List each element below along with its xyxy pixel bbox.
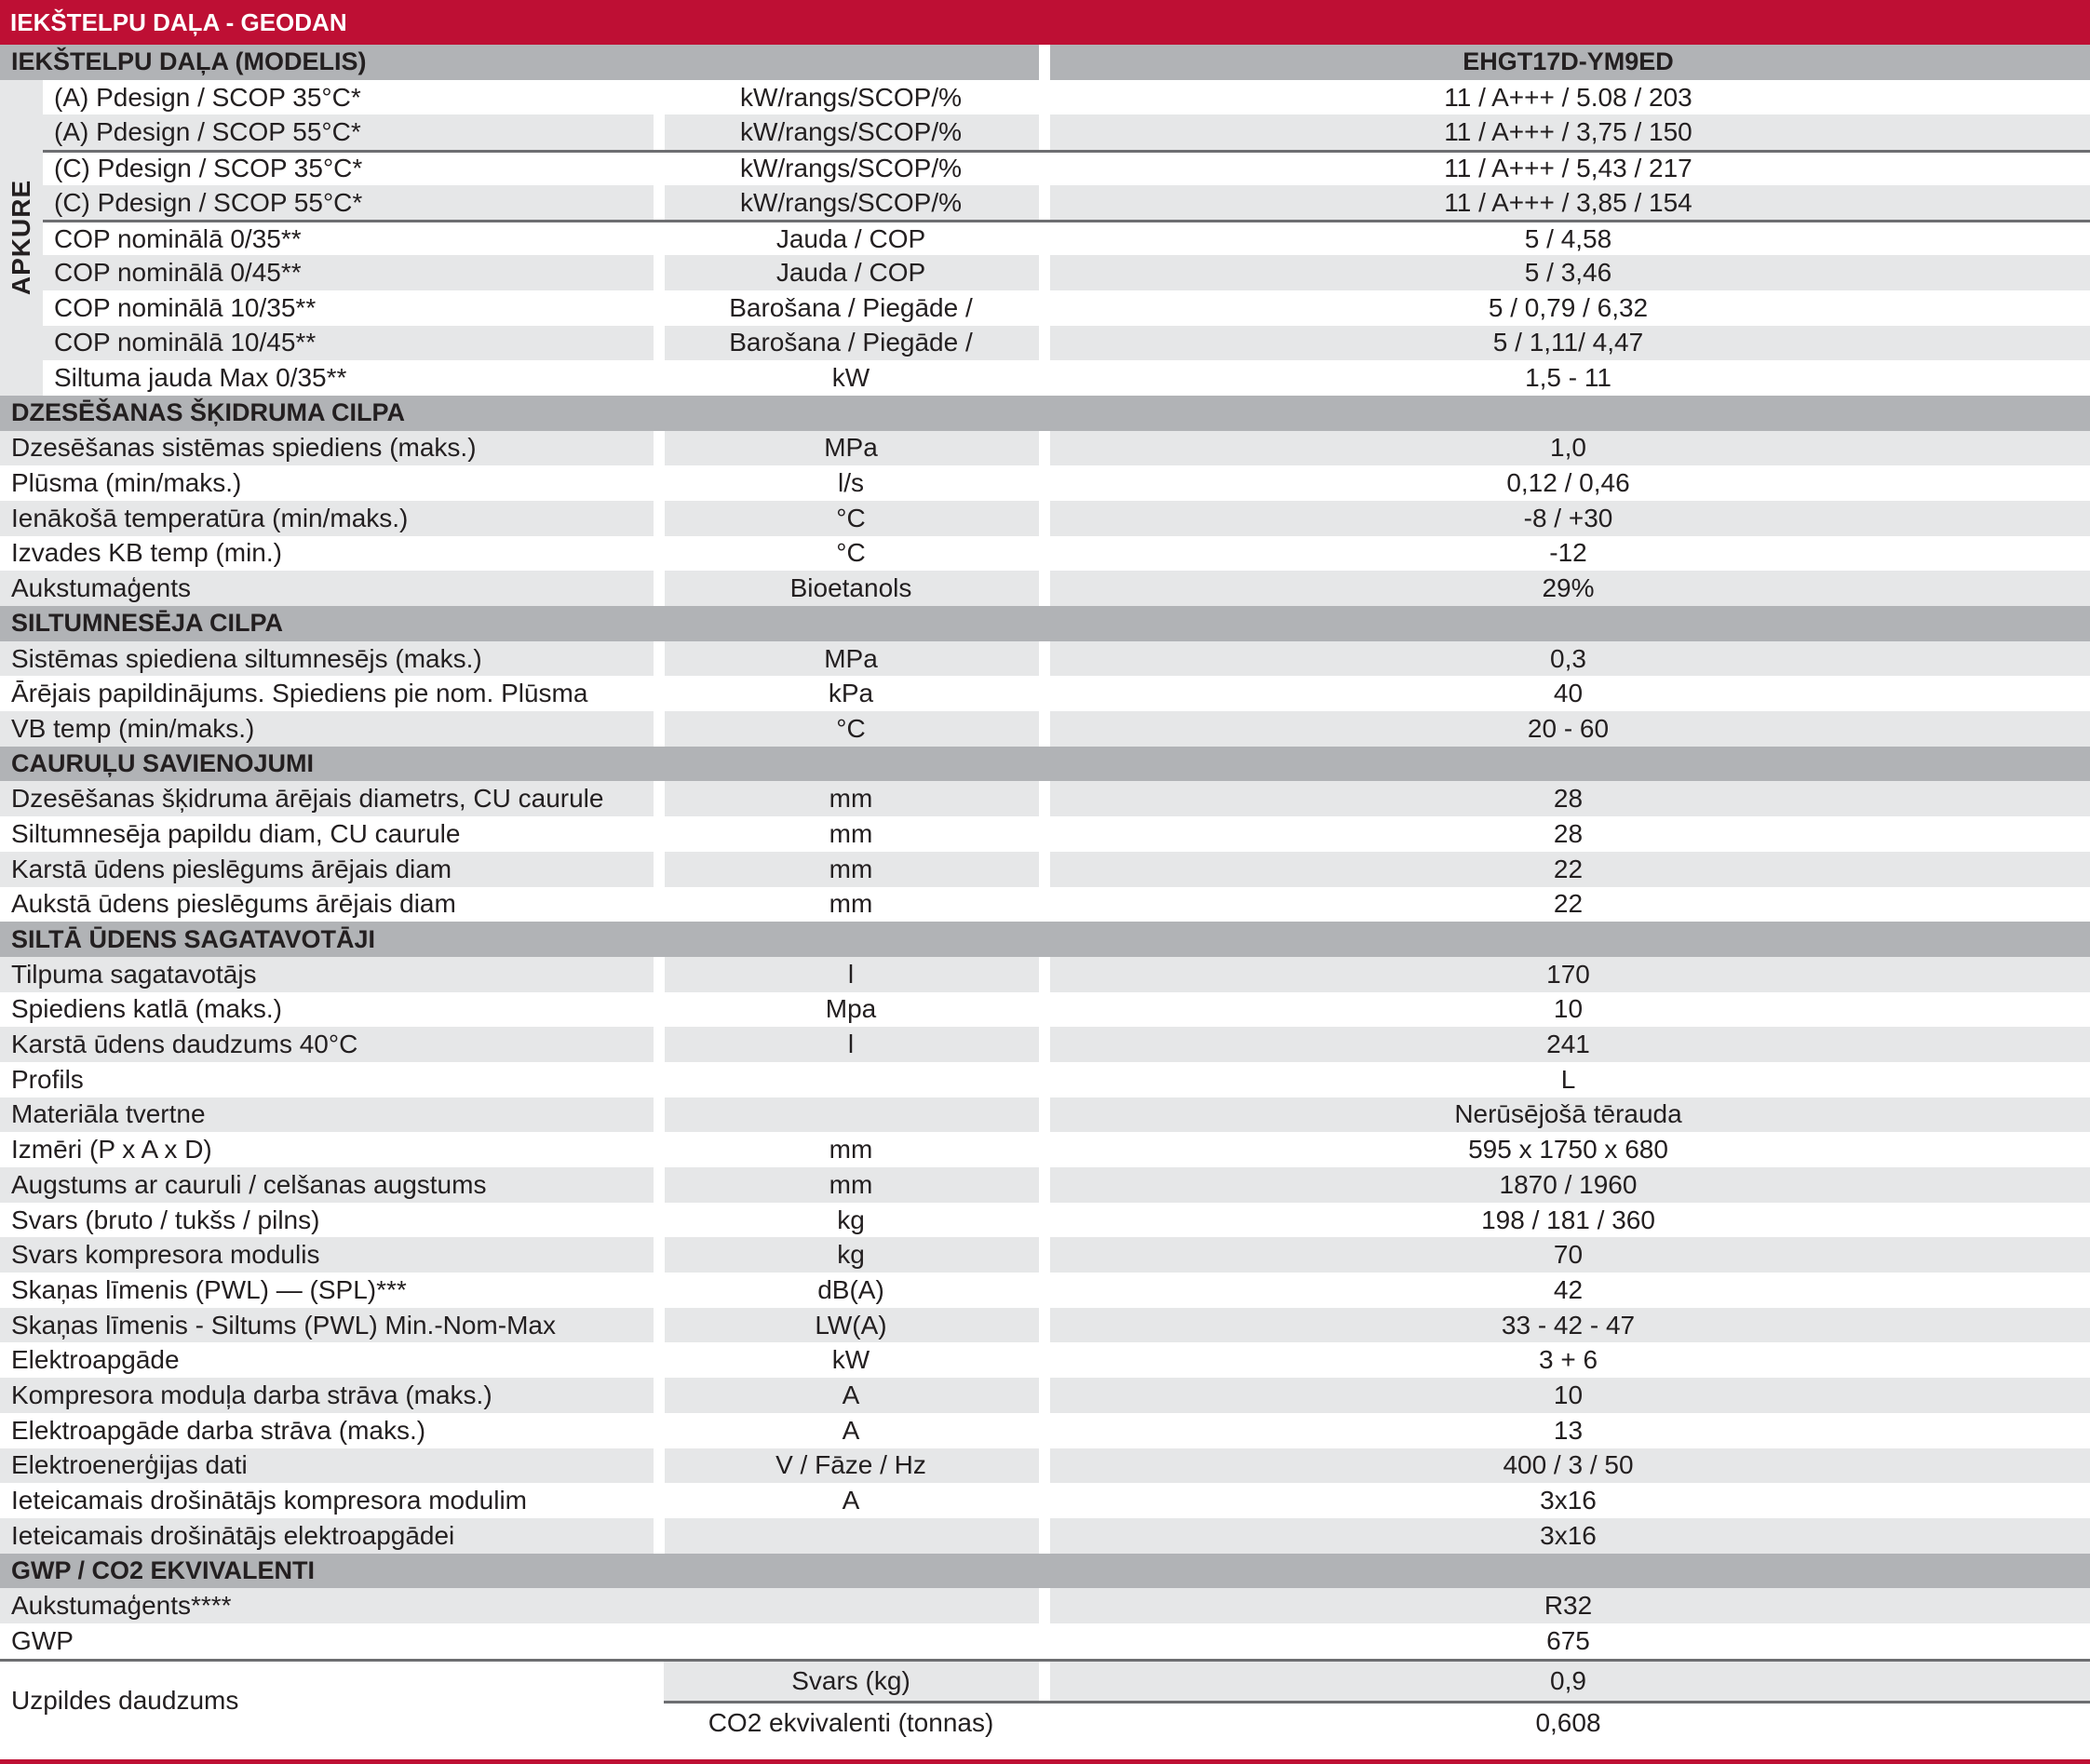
row-unit: °C bbox=[836, 503, 866, 532]
row-label: Aukstumaģents bbox=[11, 573, 191, 603]
row-label: Sistēmas spiediena siltumnesējs (maks.) bbox=[11, 643, 482, 673]
apkure-side-label: APKURE bbox=[0, 80, 43, 396]
row-unit: dB(A) bbox=[817, 1274, 884, 1304]
table-row bbox=[0, 536, 2090, 572]
row-label: Izmēri (P x A x D) bbox=[11, 1135, 212, 1165]
row-value: -8 / +30 bbox=[1523, 503, 1613, 532]
row-value: 3 + 6 bbox=[1538, 1345, 1598, 1375]
row-label: Svars (bruto / tukšs / pilns) bbox=[11, 1205, 320, 1234]
row-value: 11 / A+++ / 5.08 / 203 bbox=[1444, 82, 1692, 112]
table-row bbox=[0, 1518, 2090, 1554]
bottom-accent-line bbox=[0, 1759, 2090, 1764]
row-label: Skaņas līmenis - Siltums (PWL) Min.-Nom-Max bbox=[11, 1310, 556, 1340]
row-value: R32 bbox=[1544, 1591, 1593, 1621]
row-label: (A) Pdesign / SCOP 35°C* bbox=[54, 82, 361, 112]
row-unit: °C bbox=[836, 538, 866, 568]
row-unit: CO2 ekvivalenti (tonnas) bbox=[708, 1707, 994, 1737]
uzpildes-row bbox=[0, 1659, 2090, 1741]
table-row bbox=[0, 1027, 2090, 1062]
row-label: Svars kompresora modulis bbox=[11, 1240, 320, 1270]
row-unit: l bbox=[847, 959, 855, 989]
table-row bbox=[43, 150, 2090, 185]
row-value: 198 / 181 / 360 bbox=[1481, 1205, 1655, 1234]
row-value: 28 bbox=[1553, 784, 1584, 814]
row-unit: kg bbox=[837, 1240, 865, 1270]
table-row bbox=[0, 992, 2090, 1028]
row-value: 10 bbox=[1553, 1380, 1584, 1409]
table-row bbox=[0, 1448, 2090, 1484]
row-value: 13 bbox=[1553, 1415, 1584, 1445]
row-label: Elektroapgāde bbox=[11, 1345, 180, 1375]
row-label: (A) Pdesign / SCOP 55°C* bbox=[54, 117, 361, 147]
page-title: IEKŠTELPU DAĻA - GEODAN bbox=[0, 0, 2090, 45]
row-value: 70 bbox=[1553, 1240, 1584, 1270]
row-value: Nerūsējošā tērauda bbox=[1454, 1099, 1682, 1129]
sub-row bbox=[664, 1701, 2090, 1743]
row-value: 0,3 bbox=[1550, 643, 1586, 673]
row-label: Aukstā ūdens pieslēgums ārējais diam bbox=[11, 889, 456, 919]
row-label: COP nominālā 10/45** bbox=[54, 328, 317, 357]
section-header bbox=[0, 396, 2090, 431]
row-label: Tilpuma sagatavotājs bbox=[11, 959, 257, 989]
row-value: 20 - 60 bbox=[1527, 713, 1610, 743]
row-value: 595 x 1750 x 680 bbox=[1468, 1135, 1668, 1165]
section-title: DZESĒŠANAS ŠĶIDRUMA CILPA bbox=[11, 398, 406, 427]
row-value: 33 - 42 - 47 bbox=[1501, 1310, 1636, 1340]
row-unit: Jauda / COP bbox=[775, 257, 926, 287]
row-label: Aukstumaģents**** bbox=[11, 1591, 232, 1621]
row-unit: kW bbox=[831, 363, 870, 393]
row-unit: A bbox=[842, 1380, 860, 1409]
row-unit: l/s bbox=[838, 468, 864, 498]
row-unit: V / Fāze / Hz bbox=[775, 1450, 926, 1480]
table-row bbox=[0, 1378, 2090, 1413]
table-row bbox=[0, 465, 2090, 501]
sub-row bbox=[664, 1662, 2090, 1701]
table-row bbox=[43, 290, 2090, 326]
section-title: CAURUĻU SAVIENOJUMI bbox=[11, 749, 315, 778]
row-unit: l bbox=[847, 1030, 855, 1059]
table-row bbox=[0, 1167, 2090, 1203]
row-value: 5 / 3,46 bbox=[1524, 257, 1612, 287]
row-label: Skaņas līmenis (PWL) — (SPL)*** bbox=[11, 1274, 407, 1304]
row-value: 11 / A+++ / 3,85 / 154 bbox=[1444, 187, 1692, 217]
apkure-block bbox=[0, 80, 2090, 396]
row-unit: mm bbox=[829, 854, 873, 883]
row-unit: kW/rangs/SCOP/% bbox=[739, 154, 963, 183]
row-label: Karstā ūdens daudzums 40°C bbox=[11, 1030, 358, 1059]
row-unit: Bioetanols bbox=[789, 573, 912, 603]
row-unit: A bbox=[842, 1486, 860, 1515]
table-row bbox=[0, 1062, 2090, 1097]
row-label: GWP bbox=[11, 1625, 74, 1655]
row-label: Spiediens katlā (maks.) bbox=[11, 994, 283, 1024]
row-label: COP nominālā 10/35** bbox=[54, 292, 317, 322]
table-row bbox=[43, 185, 2090, 221]
row-value: 11 / A+++ / 5,43 / 217 bbox=[1444, 154, 1692, 183]
row-value: 400 / 3 / 50 bbox=[1503, 1450, 1634, 1480]
table-row bbox=[43, 360, 2090, 396]
row-value: 28 bbox=[1553, 818, 1584, 848]
row-unit: Svars (kg) bbox=[791, 1665, 910, 1695]
row-value: 170 bbox=[1546, 959, 1590, 989]
row-label: (C) Pdesign / SCOP 55°C* bbox=[54, 187, 363, 217]
row-label: Dzesēšanas sistēmas spiediens (maks.) bbox=[11, 433, 477, 463]
section-title: SILTUMNESĒJA CILPA bbox=[11, 609, 284, 638]
row-label: Uzpildes daudzums bbox=[11, 1686, 239, 1716]
row-value: 29% bbox=[1542, 573, 1595, 603]
row-value: 5 / 0,79 / 6,32 bbox=[1488, 292, 1649, 322]
section-title: GWP / CO2 EKVIVALENTI bbox=[11, 1555, 316, 1584]
row-label: Izvades KB temp (min.) bbox=[11, 538, 282, 568]
table-row bbox=[0, 816, 2090, 852]
table-row bbox=[43, 114, 2090, 150]
table-row bbox=[0, 852, 2090, 887]
model-name: EHGT17D-YM9ED bbox=[1463, 47, 1674, 76]
table-row bbox=[0, 1097, 2090, 1133]
row-label: Elektroenerģijas dati bbox=[11, 1450, 248, 1480]
row-unit: MPa bbox=[824, 643, 878, 673]
model-header-row bbox=[0, 45, 2090, 80]
table-row bbox=[0, 1203, 2090, 1238]
table-row bbox=[0, 1237, 2090, 1273]
row-unit: kW/rangs/SCOP/% bbox=[739, 82, 963, 112]
row-value: 675 bbox=[1546, 1625, 1590, 1655]
row-value: 0,12 / 0,46 bbox=[1506, 468, 1630, 498]
section-title: SILTĀ ŪDENS SAGATAVOTĀJI bbox=[11, 924, 376, 953]
table-row bbox=[0, 887, 2090, 922]
row-unit: mm bbox=[829, 1135, 873, 1165]
row-value: 22 bbox=[1553, 854, 1584, 883]
row-label: Ārējais papildinājums. Spiediens pie nom. Plūsma bbox=[11, 679, 588, 708]
section-header bbox=[0, 606, 2090, 641]
table-row bbox=[43, 326, 2090, 361]
row-unit: Jauda / COP bbox=[775, 223, 926, 253]
row-unit: Barošana / Piegāde / bbox=[729, 328, 973, 357]
row-label: VB temp (min/maks.) bbox=[11, 713, 255, 743]
table-row bbox=[0, 676, 2090, 711]
row-label: Dzesēšanas šķidruma ārējais diametrs, CU caurule bbox=[11, 784, 604, 814]
table-row bbox=[0, 957, 2090, 992]
row-unit: mm bbox=[829, 818, 873, 848]
row-unit: kPa bbox=[828, 679, 874, 708]
row-value: 11 / A+++ / 3,75 / 150 bbox=[1444, 117, 1692, 147]
row-unit: kW/rangs/SCOP/% bbox=[739, 117, 963, 147]
row-value: 1870 / 1960 bbox=[1499, 1169, 1638, 1199]
row-value: 241 bbox=[1546, 1030, 1590, 1059]
row-value: 1,5 - 11 bbox=[1525, 363, 1611, 393]
table-row bbox=[0, 1273, 2090, 1308]
row-value: 1,0 bbox=[1550, 433, 1586, 463]
table-row bbox=[0, 1308, 2090, 1343]
row-label: Ienākošā temperatūra (min/maks.) bbox=[11, 503, 409, 532]
table-row bbox=[0, 1413, 2090, 1448]
row-unit: °C bbox=[836, 713, 866, 743]
row-label: Plūsma (min/maks.) bbox=[11, 468, 242, 498]
row-value: L bbox=[1560, 1064, 1576, 1094]
row-label: Siltuma jauda Max 0/35** bbox=[54, 363, 347, 393]
row-label: (C) Pdesign / SCOP 35°C* bbox=[54, 154, 363, 183]
table-row bbox=[0, 501, 2090, 536]
row-label: Karstā ūdens pieslēgums ārējais diam bbox=[11, 854, 452, 883]
row-unit bbox=[664, 1097, 1038, 1133]
row-label: Profils bbox=[11, 1064, 84, 1094]
table-row bbox=[0, 641, 2090, 677]
row-unit: mm bbox=[829, 1169, 873, 1199]
row-unit bbox=[664, 1062, 1038, 1097]
row-unit: A bbox=[842, 1415, 860, 1445]
table-row bbox=[0, 711, 2090, 747]
row-label: Kompresora moduļa darba strāva (maks.) bbox=[11, 1380, 492, 1409]
row-unit: kg bbox=[837, 1205, 865, 1234]
row-value: 0,608 bbox=[1535, 1707, 1601, 1737]
row-label: Materiāla tvertne bbox=[11, 1099, 206, 1129]
spec-table bbox=[0, 45, 2090, 1741]
table-row bbox=[43, 80, 2090, 115]
row-value: 5 / 1,11/ 4,47 bbox=[1492, 328, 1644, 357]
row-value: 3x16 bbox=[1540, 1520, 1597, 1550]
table-row bbox=[0, 1588, 2090, 1623]
row-value: 0,9 bbox=[1550, 1665, 1586, 1695]
row-label: Ieteicamais drošinātājs elektroapgādei bbox=[11, 1520, 455, 1550]
section-header bbox=[0, 1554, 2090, 1589]
row-label: Ieteicamais drošinātājs kompresora modulim bbox=[11, 1486, 527, 1515]
table-row bbox=[0, 1342, 2090, 1378]
section-header bbox=[0, 747, 2090, 782]
row-unit: kW/rangs/SCOP/% bbox=[739, 187, 963, 217]
row-value: -12 bbox=[1549, 538, 1587, 568]
row-value: 3x16 bbox=[1540, 1486, 1597, 1515]
section-header bbox=[0, 922, 2090, 957]
row-label: COP nominālā 0/35** bbox=[54, 223, 302, 253]
row-unit: Barošana / Piegāde / bbox=[729, 292, 973, 322]
row-value: 10 bbox=[1553, 994, 1584, 1024]
row-value: 5 / 4,58 bbox=[1524, 223, 1612, 253]
row-label: COP nominālā 0/45** bbox=[54, 257, 302, 287]
table-row bbox=[0, 1132, 2090, 1167]
row-unit: Mpa bbox=[825, 994, 877, 1024]
table-row bbox=[0, 781, 2090, 816]
row-unit: mm bbox=[829, 889, 873, 919]
table-row bbox=[0, 1623, 2090, 1659]
row-value: 40 bbox=[1553, 679, 1584, 708]
row-label: Siltumnesēja papildu diam, CU caurule bbox=[11, 818, 461, 848]
row-value: 42 bbox=[1553, 1274, 1584, 1304]
row-unit: mm bbox=[829, 784, 873, 814]
table-row bbox=[0, 1483, 2090, 1518]
row-unit: LW(A) bbox=[815, 1310, 887, 1340]
table-row bbox=[0, 431, 2090, 466]
row-unit: kW bbox=[831, 1345, 870, 1375]
model-header-label: IEKŠTELPU DAĻA (MODELIS) bbox=[11, 47, 367, 76]
table-row bbox=[43, 220, 2090, 255]
row-value: 22 bbox=[1553, 889, 1584, 919]
table-row bbox=[0, 571, 2090, 606]
table-row bbox=[43, 255, 2090, 290]
row-unit: MPa bbox=[824, 433, 878, 463]
row-label: Augstums ar cauruli / celšanas augstums bbox=[11, 1169, 487, 1199]
row-label: Elektroapgāde darba strāva (maks.) bbox=[11, 1415, 426, 1445]
row-unit bbox=[664, 1518, 1038, 1554]
